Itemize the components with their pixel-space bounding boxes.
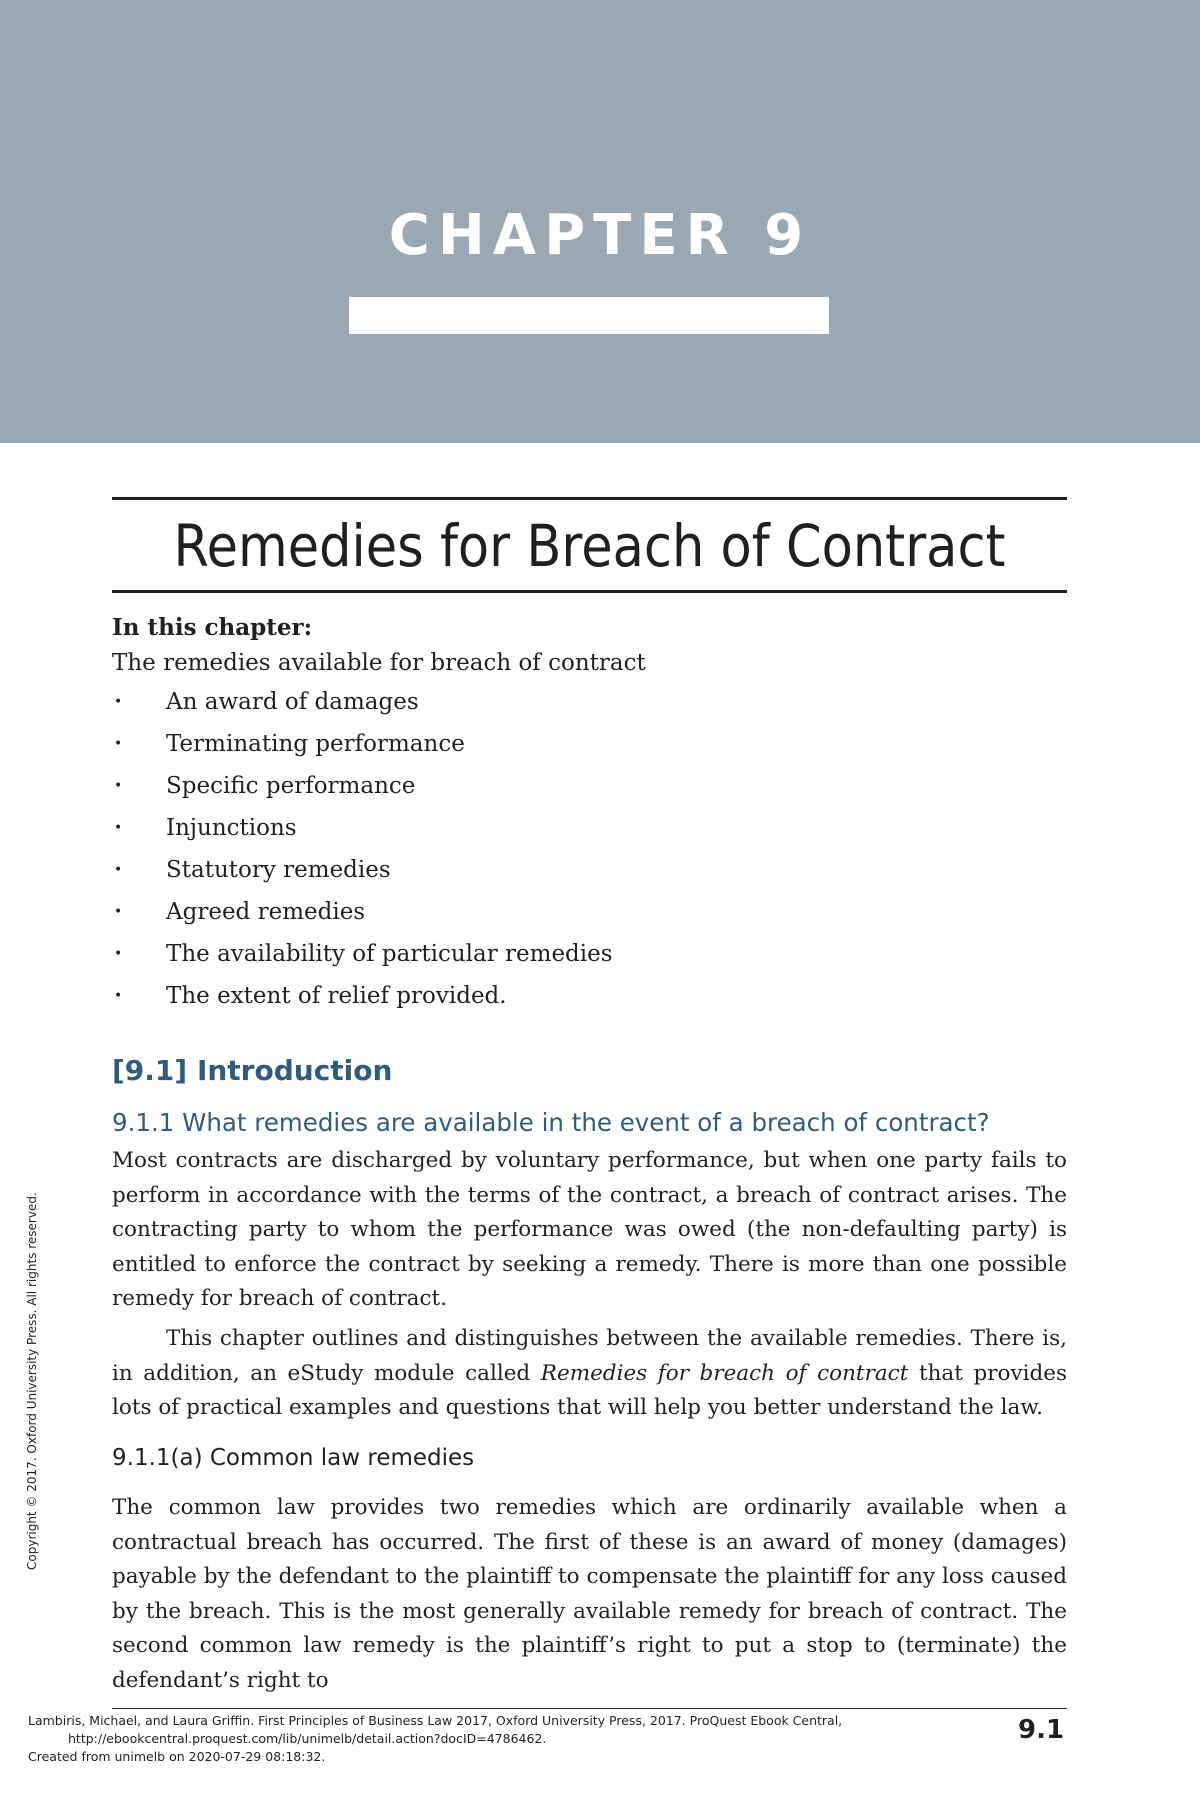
list-item (112, 685, 613, 727)
list-item-label: Terminating performance (166, 731, 465, 757)
list-item-label: An award of damages (166, 689, 419, 715)
list-item-label: Specific performance (166, 773, 416, 799)
list-item-label: The extent of relief provided. (166, 983, 507, 1009)
list-item-label: Injunctions (166, 815, 297, 841)
paragraph-discharge: Most contracts are discharged by voluntary performance, but when one party fails to perform in accordance with the terms of the contract, a breach of contract arises. The contracting party to whom the performance was owed (the non-defaulting party) is entitled to enforce the contract by seeking a remedy. There is more than one possible remedy for breach of contract. (112, 1148, 1067, 1311)
bullet-icon: • (114, 988, 123, 1004)
page-title: Remedies for Breach of Contract (173, 512, 1006, 580)
bullet-icon: • (114, 694, 123, 710)
list-item (112, 853, 613, 895)
bullet-icon: • (114, 862, 123, 878)
paragraph-text: This chapter outlines and distinguishes between the available remedies. There is, in addition, an eStudy module called (112, 1326, 1067, 1386)
page-number: 9.1 (1018, 1715, 1065, 1745)
in-this-chapter-intro: The remedies available for breach of contract (112, 650, 646, 676)
list-item (112, 979, 613, 1021)
list-item-label: The availability of particular remedies (166, 941, 613, 967)
footer-citation: Lambiris, Michael, and Laura Griffin. First Principles of Business Law 2017, Oxford University Press, 2017. ProQuest Ebook Central, (28, 1713, 843, 1728)
chapter-topics-list (112, 685, 613, 1021)
list-item (112, 769, 613, 811)
list-item (112, 937, 613, 979)
side-copyright-notice: Copyright © 2017. Oxford University Press. All rights reserved. (25, 1192, 39, 1570)
paragraph-text: that provides lots of practical examples and questions that will help you better understand the law. (112, 1360, 1068, 1420)
footer-citation-url[interactable]: http://ebookcentral.proquest.com/lib/unimelb/detail.action?docID=4786462. (68, 1731, 547, 1746)
subsection-heading-common-law: 9.1.1(a) Common law remedies (112, 1445, 475, 1471)
bullet-icon: • (114, 904, 123, 920)
in-this-chapter-heading: In this chapter: (112, 614, 313, 641)
title-bottom-rule (112, 590, 1067, 593)
section-heading-introduction: [9.1] Introduction (112, 1054, 393, 1087)
chapter-title-bar (349, 297, 829, 334)
bullet-icon: • (114, 736, 123, 752)
subsection-heading-available-remedies: 9.1.1 What remedies are available in the event of a breach of contract? (112, 1108, 990, 1137)
bullet-icon: • (114, 820, 123, 836)
list-item (112, 895, 613, 937)
list-item (112, 727, 613, 769)
chapter-label: CHAPTER 9 (388, 203, 812, 268)
list-item-label: Agreed remedies (166, 899, 366, 925)
paragraph-chapter-outline (112, 1322, 1067, 1426)
title-top-rule (112, 497, 1067, 500)
estudy-module-title: Remedies for breach of contract (540, 1360, 909, 1386)
bullet-icon: • (114, 946, 123, 962)
list-item (112, 811, 613, 853)
list-item-label: Statutory remedies (166, 857, 391, 883)
bullet-icon: • (114, 778, 123, 794)
paragraph-common-law: The common law provides two remedies which are ordinarily available when a contractual breach has occurred. The first of these is an award of money (damages) payable by the defendant to the plaintiff to compensate the plaintiff for any loss caused by the breach. This is the most generally available remedy for breach of contract. The second common law remedy is the plaintiff’s right to put a stop to (terminate) the defendant’s right to (112, 1495, 1067, 1693)
footer-created-note: Created from unimelb on 2020-07-29 08:18:32. (28, 1749, 326, 1764)
footer-rule (112, 1708, 1067, 1709)
